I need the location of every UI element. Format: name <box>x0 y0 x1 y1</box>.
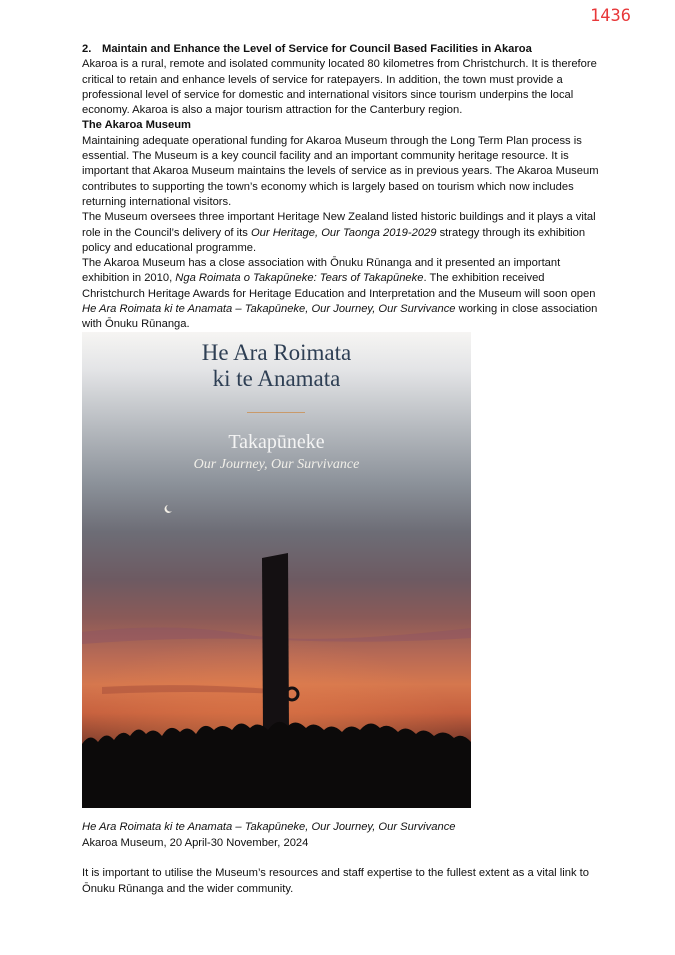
section-number: 2. <box>82 43 92 55</box>
poster-divider <box>247 412 305 413</box>
section-title: Maintain and Enhance the Level of Service for Council Based Facilities in Akaroa <box>102 43 532 55</box>
para2-text-c: strategy through its exhibition policy and educational programme. <box>82 226 586 254</box>
para3-text-a: The Akaroa Museum has a close association with Ōnuku Rūnanga and it presented an important exhibition in 2010, <box>82 257 561 285</box>
museum-paragraph-2 <box>82 210 602 256</box>
museum-paragraph-1: Maintaining adequate operational funding for Akaroa Museum through the Long Term Plan process is essential. The Museum is a key council facility and an important community heritage resource. It is important that Akaroa Museum maintains the levels of service as in previous years. The Akaroa Museum contributes to supporting the town’s economy which is largely based on tourism which now includes returning international visitors. <box>82 134 599 208</box>
sunset-memorial-illustration <box>82 332 471 808</box>
museum-heading: The Akaroa Museum <box>82 119 192 132</box>
crescent-moon-icon <box>165 505 172 513</box>
strategy-title: Our Heritage, Our Taonga 2019-2029 <box>250 226 437 239</box>
closing-text: It is important to utilise the Museum’s resources and staff expertise to the fullest extent as a vital link to Ōnuku Rūnanga and the wider community. <box>82 867 589 895</box>
poster-caption <box>82 820 602 851</box>
new-exhibition-title: He Ara Roimata ki te Anamata – Takapūneke, Our Journey, Our Survivance <box>82 303 456 316</box>
memorial-pillar <box>262 553 289 732</box>
section-intro: Akaroa is a rural, remote and isolated community located 80 kilometres from Christchurch. It is therefore critical to retain and enhance levels of service for ratepayers. In addition, the town must provide a professional level of service for domestic and international visitors since tourism underpins the local economy. Akaroa is also a major tourism attraction for the Canterbury region. <box>82 58 597 117</box>
section-heading <box>82 42 602 57</box>
para3-text-c: . The exhibition received Christchurch Heritage Awards for Heritage Education and Interpretation and the Museum will soon open <box>82 272 596 300</box>
poster-subtitle: Takapūneke <box>228 431 325 453</box>
poster-tagline: Our Journey, Our Survivance <box>193 457 360 472</box>
museum-paragraph-3 <box>82 256 602 332</box>
caption-title: He Ara Roimata ki te Anamata – Takapūneke, Our Journey, Our Survivance <box>82 821 456 833</box>
caption-details: Akaroa Museum, 20 April-30 November, 2024 <box>82 836 309 849</box>
page-number: 1436 <box>590 6 631 26</box>
crowd-silhouette <box>82 722 471 808</box>
document-body <box>82 42 602 333</box>
poster-title-line-1: He Ara Roimata <box>201 340 352 365</box>
poster-title-line-2: ki te Anamata <box>212 366 341 391</box>
para2-text-a: The Museum oversees three important Heritage New Zealand listed historic buildings and it plays a vital role in the Council’s delivery of its <box>82 211 596 239</box>
exhibition-poster <box>82 332 471 808</box>
para3-text-e: working in close association with Ōnuku Rūnanga. <box>82 303 598 331</box>
exhibition-2010-title: Nga Roimata o Takapūneke: Tears of Takapūneke <box>175 272 424 285</box>
closing-paragraph <box>82 866 602 897</box>
